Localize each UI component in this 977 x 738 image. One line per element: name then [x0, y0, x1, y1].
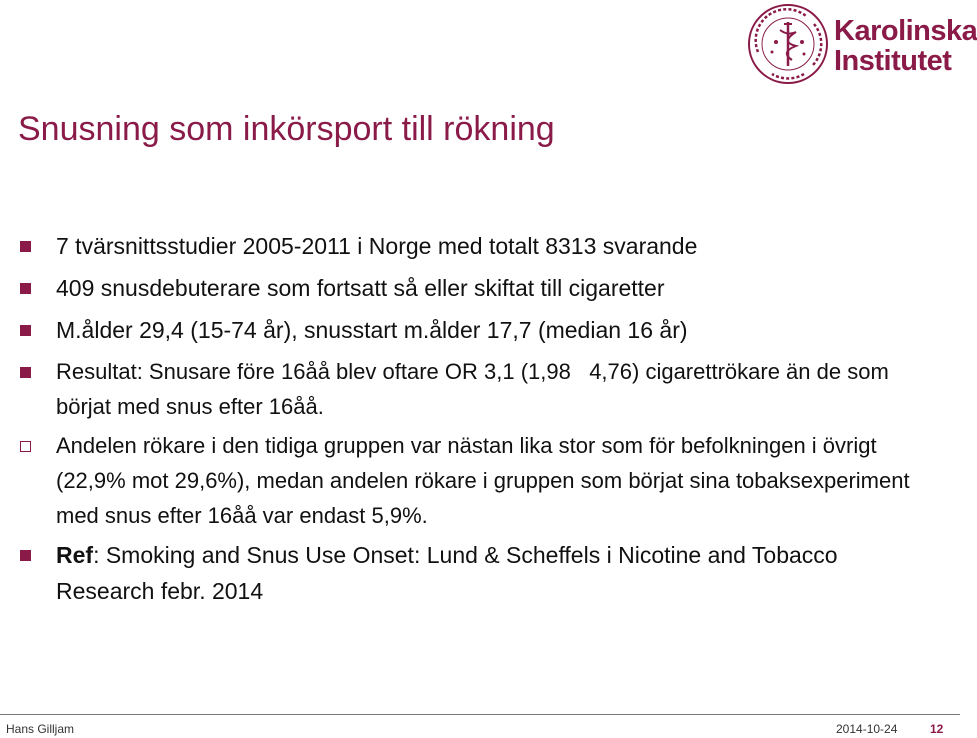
bullet-item: [20, 312, 920, 348]
bullet-square-icon: [20, 283, 31, 294]
karolinska-wordmark: [834, 16, 977, 76]
bullet-square-icon: [20, 241, 31, 252]
bullet-square-icon: [20, 367, 31, 378]
footer-author: Hans Gilljam: [6, 722, 75, 736]
bullet-text: 409 snusdebuterare som fortsatt så eller skiftat till cigaretter: [56, 275, 665, 301]
bullet-text: M.ålder 29,4 (15-74 år), snusstart m.ålder 17,7 (median 16 år): [56, 317, 688, 343]
bullet-item: [20, 270, 920, 306]
bullet-item: [20, 537, 920, 609]
bullet-item: [20, 354, 920, 424]
bullet-text: Resultat: Snusare före 16åå blev oftare OR 3,1 (1,98 4,76) cigarettrökare än de som börjat med snus efter 16åå.: [56, 359, 889, 419]
karolinska-logo: [740, 0, 977, 90]
logo-line-1: Karolinska: [834, 15, 977, 47]
logo-line-2: Institutet: [834, 45, 952, 77]
bullet-square-icon: [20, 325, 31, 336]
footer-divider: [0, 714, 960, 715]
footer-page-number: 12: [930, 722, 944, 736]
bullet-square-outline-icon: [20, 441, 31, 452]
bullet-text: Andelen rökare i den tidiga gruppen var nästan lika stor som för befolkningen i övrigt (22,9% mot 29,6%), medan andelen rökare i gruppen som börjat sina tobaksexperiment med snus efter 16åå var endast 5,9%.: [56, 433, 910, 528]
slide-title: Snusning som inkörsport till rökning: [18, 110, 555, 148]
karolinska-seal-icon: [746, 2, 830, 86]
bullet-text: 7 tvärsnittsstudier 2005-2011 i Norge med totalt 8313 svarande: [56, 233, 698, 259]
bullet-bold-label: Ref: [56, 542, 94, 568]
bullet-item: [20, 428, 920, 533]
bullet-list: [20, 228, 920, 609]
bullet-square-icon: [20, 550, 31, 561]
bullet-text: : Smoking and Snus Use Onset: Lund & Scheffels i Nicotine and Tobacco Research febr. 2014: [56, 542, 838, 604]
footer-date: 2014-10-24: [836, 722, 898, 736]
bullet-item: [20, 228, 920, 264]
